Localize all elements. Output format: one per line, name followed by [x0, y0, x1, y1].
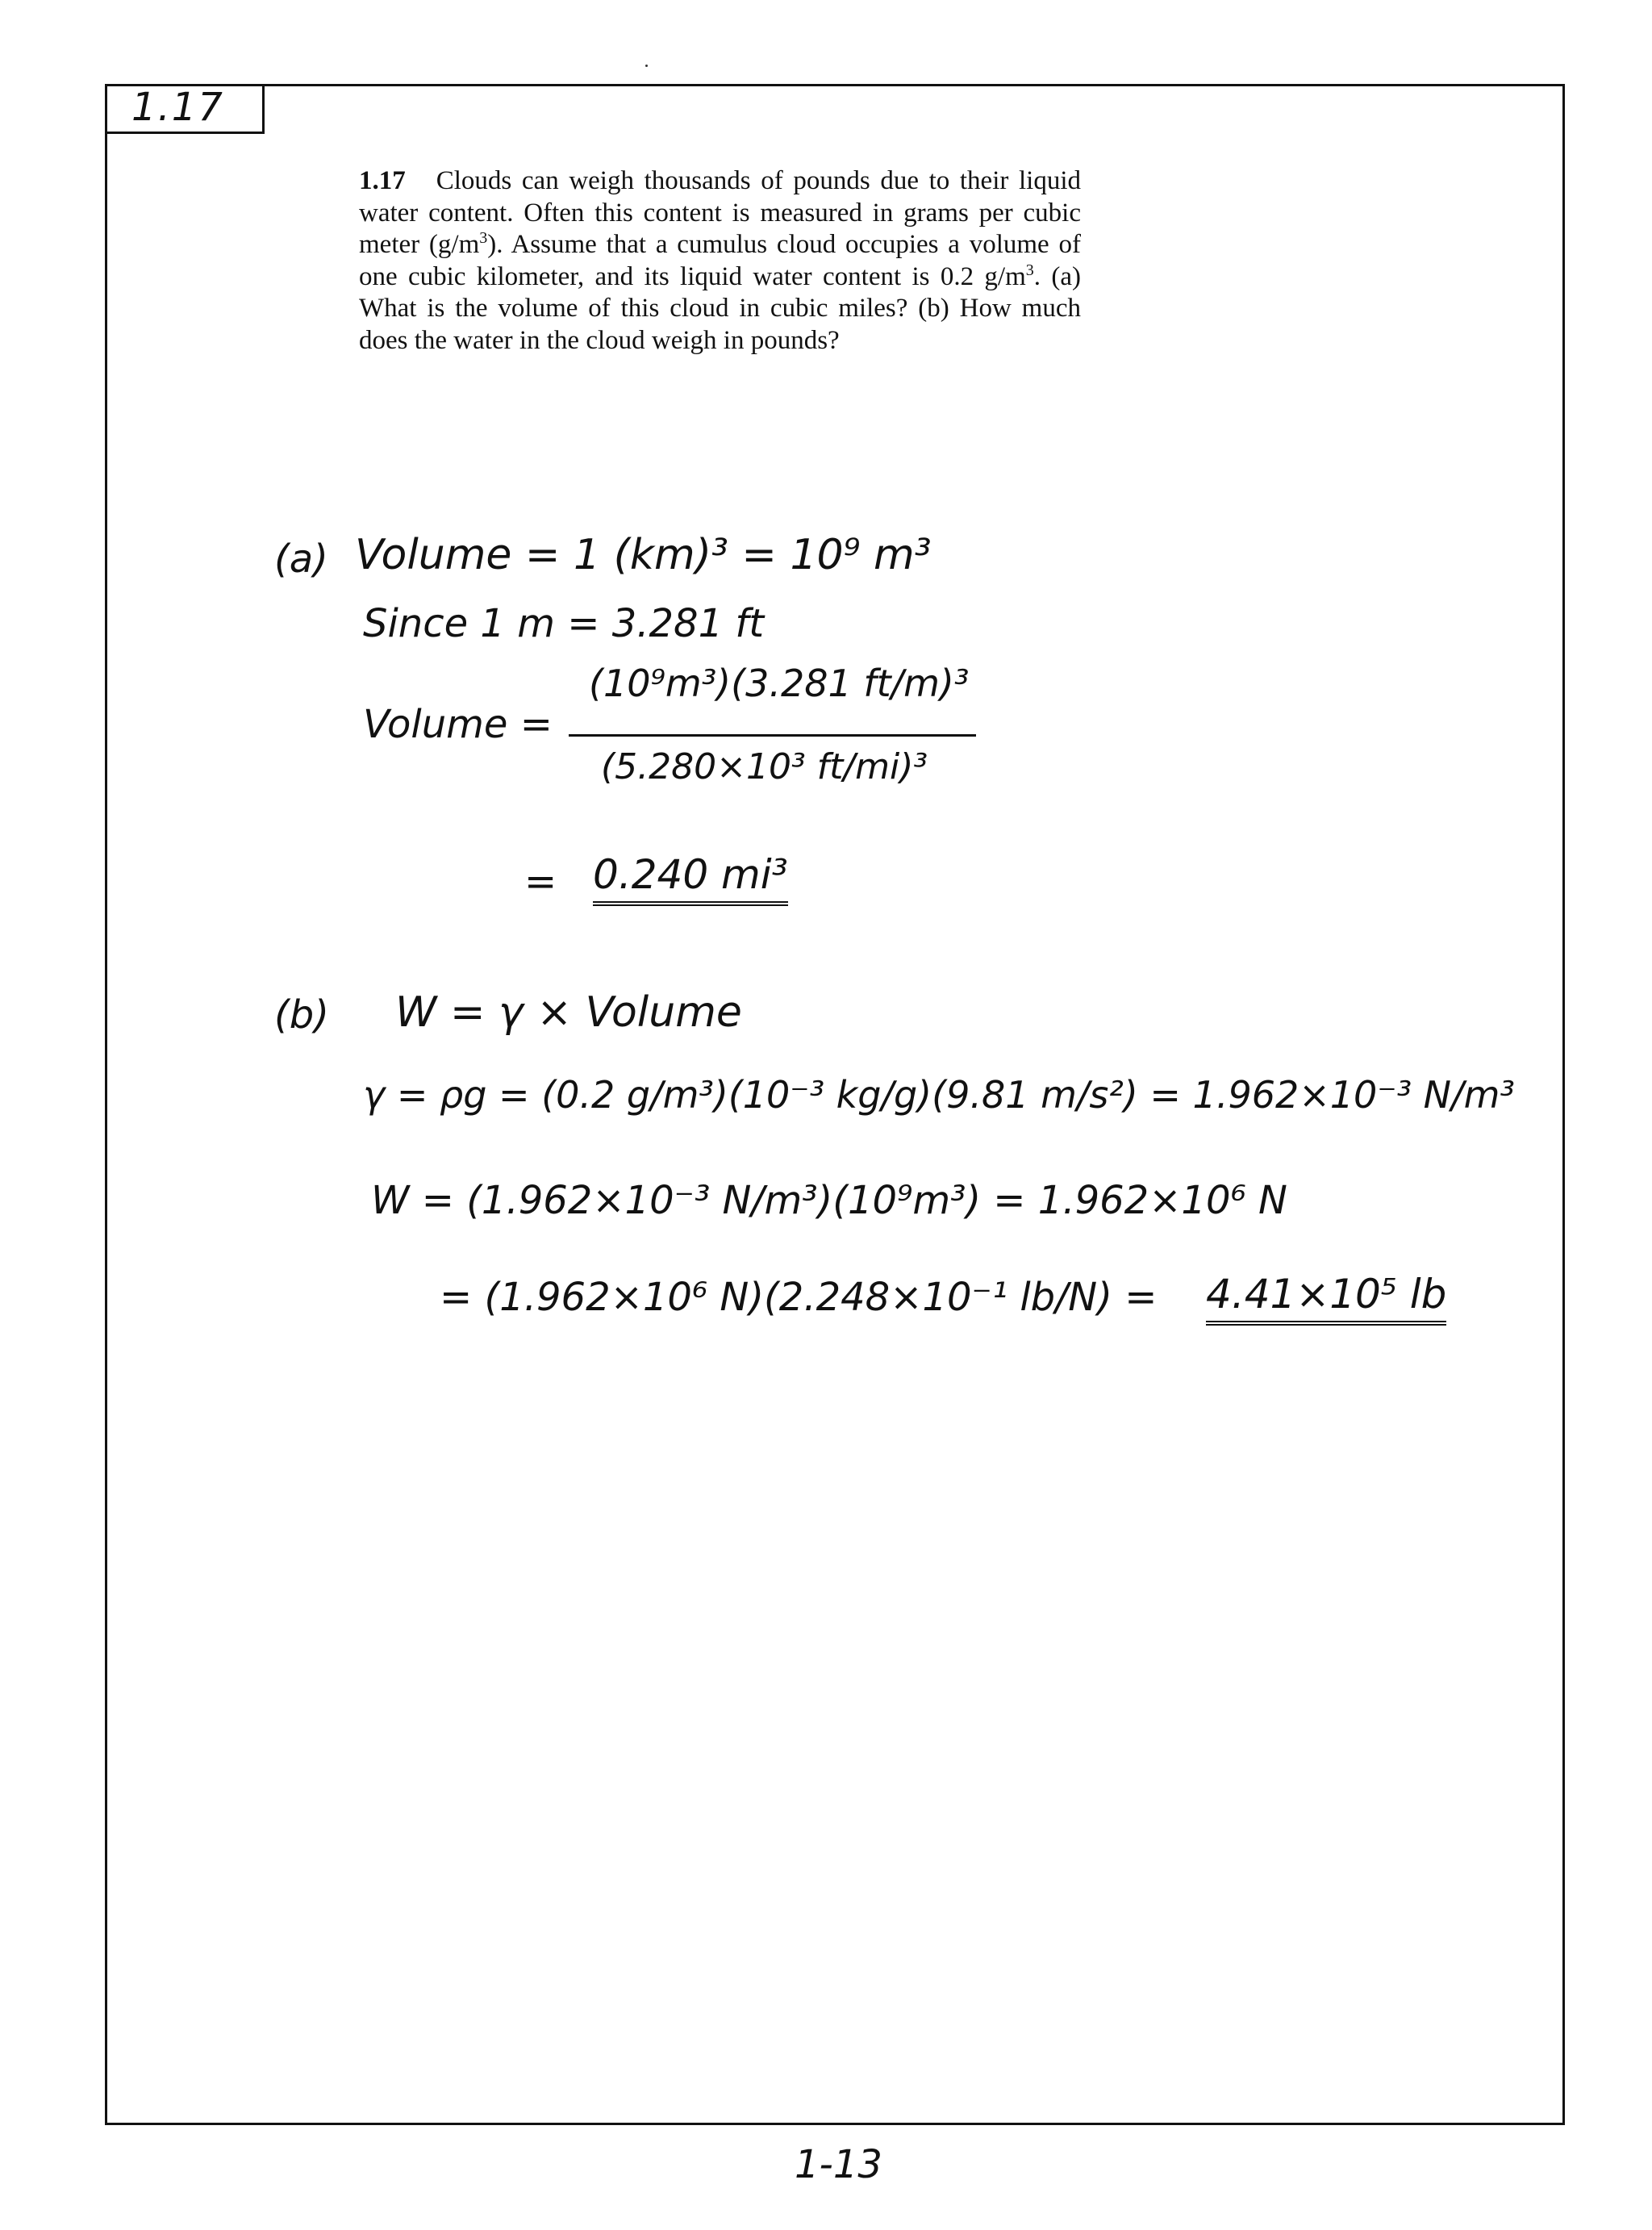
part-a-volume-line: Volume = 1 (km)³ = 10⁹ m³ [355, 531, 932, 579]
page-number: 1-13 [795, 2142, 882, 2187]
problem-text-1: Clouds can weigh thousands of pounds due to their liquid water content. Often this content is measured in grams per cubic meter (g/m [359, 166, 1081, 259]
problem-text-2: ). Assume that a cumulus cloud occupies a volume of one cubic kilometer, and its liquid water content is 0.2 g/m [359, 230, 1081, 291]
problem-statement [359, 165, 1081, 357]
part-a-volume-label: Volume = [363, 702, 553, 747]
part-a-numerator: (10⁹m³)(3.281 ft/m)³ [589, 662, 970, 705]
part-a-equals: = [524, 859, 557, 904]
part-a-denominator: (5.280×10³ ft/mi)³ [601, 746, 928, 787]
part-b-weight-newton-line: W = (1.962×10⁻³ N/m³)(10⁹m³) = 1.962×10⁶ N [371, 1178, 1287, 1223]
part-b-conversion-line: = (1.962×10⁶ N)(2.248×10⁻¹ lb/N) = [440, 1275, 1158, 1320]
scan-speck [645, 65, 648, 67]
part-a-since-line: Since 1 m = 3.281 ft [363, 601, 765, 646]
part-b-gamma-line: γ = ρg = (0.2 g/m³)(10⁻³ kg/g)(9.81 m/s²) = 1.962×10⁻³ N/m³ [363, 1073, 1515, 1117]
problem-sup-1: 3 [479, 229, 488, 247]
problem-text-3: . (a) What is the volume of this cloud in cubic miles? (b) How much does the water in the cloud weigh in pounds? [359, 261, 1081, 355]
problem-sup-2: 3 [1025, 261, 1034, 279]
part-b-result: 4.41×10⁵ lb [1206, 1271, 1446, 1326]
problem-tag-box [105, 84, 265, 134]
part-b-weight-line: W = γ × Volume [395, 988, 742, 1037]
problem-number: 1.17 [359, 166, 406, 195]
part-b-label: (b) [274, 992, 329, 1038]
problem-tag: 1.17 [131, 85, 224, 130]
part-a-label: (a) [274, 537, 328, 582]
part-a-fraction-bar [569, 734, 976, 737]
part-a-result: 0.240 mi³ [593, 851, 788, 906]
